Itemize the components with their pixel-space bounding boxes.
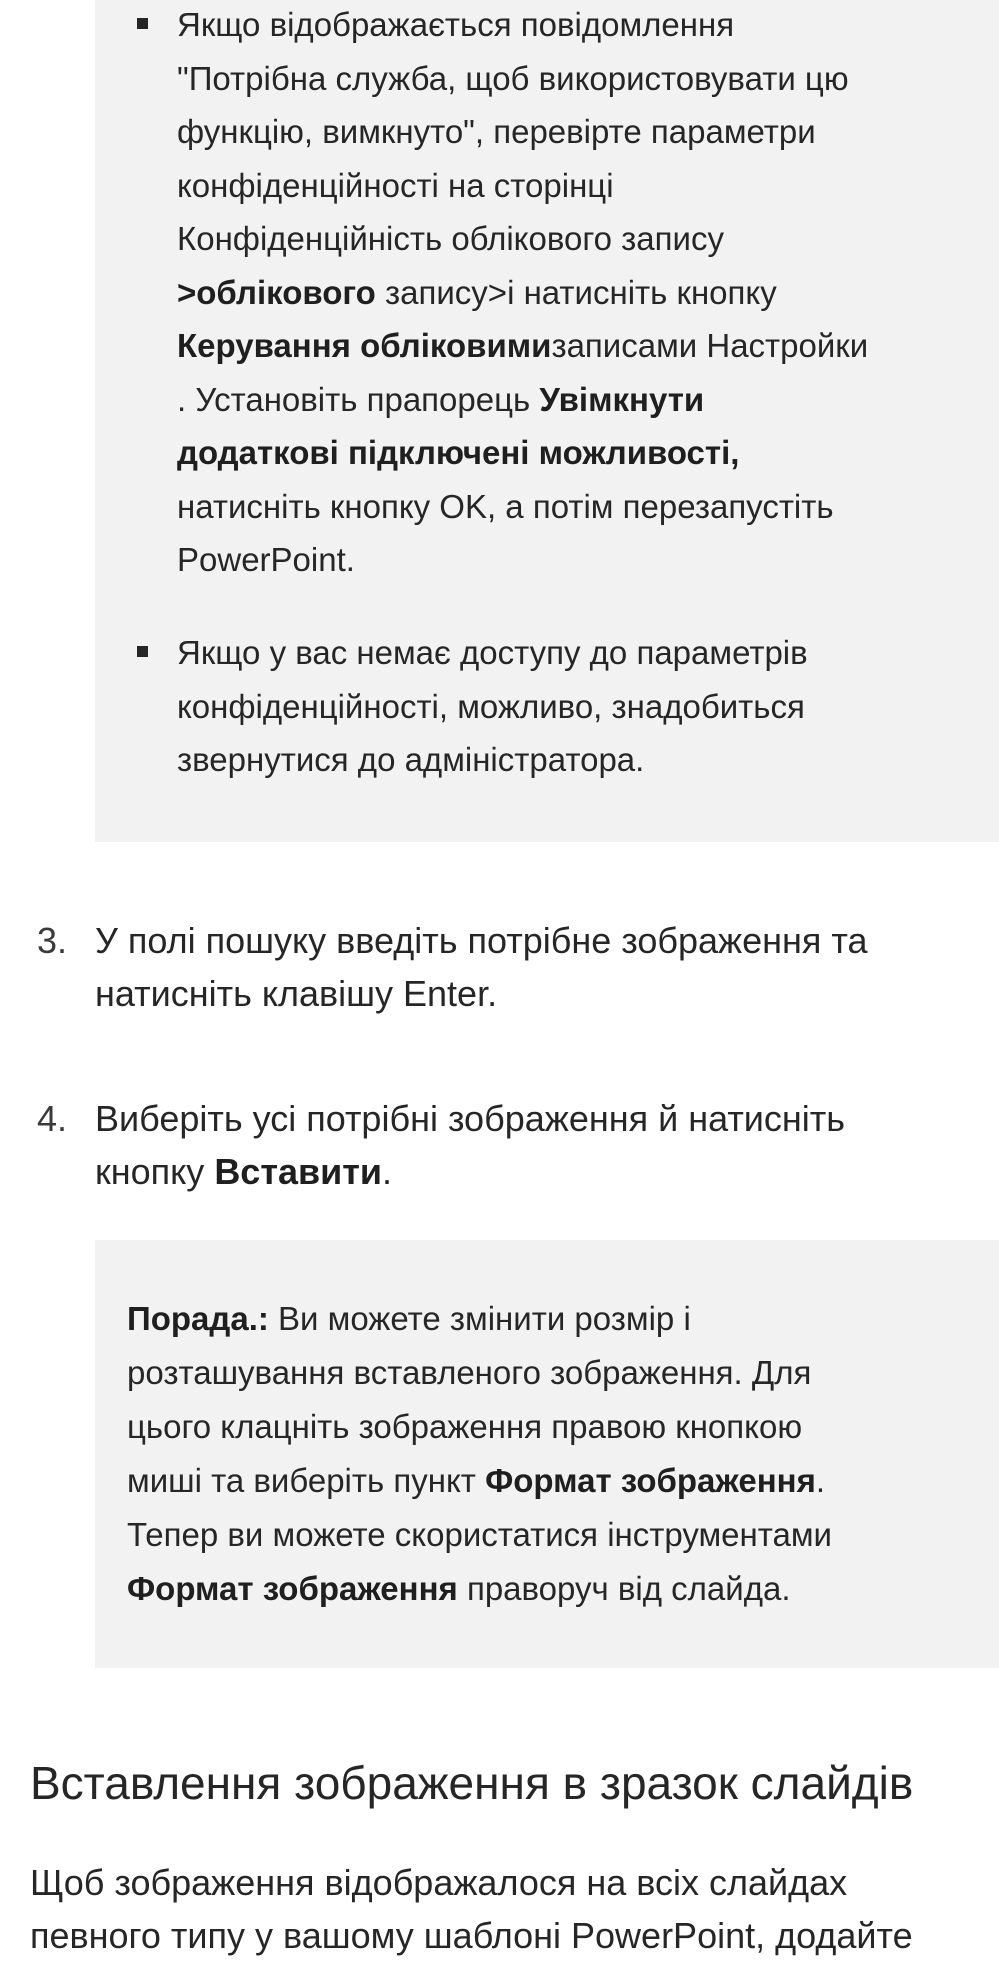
step-3 (37, 914, 975, 1020)
step-text-end: . (382, 1151, 393, 1192)
bold-text: додаткові підключені можливості, (177, 434, 740, 471)
bold-text: >облікового (177, 273, 376, 311)
bullet-text: натисніть кнопку OK, а потім перезапустіть (177, 487, 834, 525)
bullet-text: функцію, вимкнуто", перевірте параметри (177, 113, 816, 150)
bold-text: Увімкнути (539, 380, 705, 418)
bullet-text: конфіденційності, можливо, знадобиться (177, 687, 805, 725)
bullet-text: Конфіденційність облікового запису (177, 220, 724, 257)
step-text: У полі пошуку введіть потрібне зображення та (95, 920, 868, 961)
step-text-start: кнопку (95, 1151, 215, 1192)
tip-line: цього клацніть зображення правою кнопкою (127, 1408, 803, 1445)
note-box (95, 0, 999, 842)
tip-line: Тепер ви можете скористатися інструментами (127, 1516, 832, 1553)
tip-box (95, 1240, 999, 1668)
paragraph-line: Щоб зображення відображалося на всіх слайдах (30, 1862, 848, 1903)
tip-label: Порада.: (127, 1300, 269, 1337)
bullet-square-icon (137, 18, 148, 29)
bold-text: Вставити (214, 1151, 383, 1192)
step-number: 3. (37, 920, 68, 961)
tip-line (127, 1292, 977, 1346)
bullet-text-start: . Установіть прапорець (177, 380, 540, 418)
bullet-text: звернутися до адміністратора. (177, 741, 645, 778)
bullet-text: "Потрібна служба, щоб використовувати цю (177, 59, 849, 97)
section-paragraph (30, 1856, 990, 1962)
section-heading: Вставлення зображення в зразок слайдів (30, 1757, 914, 1809)
tip-line: розташування вставленого зображення. Для (127, 1354, 812, 1391)
bold-text: Формат зображення (127, 1570, 458, 1607)
bullet-text: Якщо відображається повідомлення (177, 6, 735, 43)
tip-text-rest: Ви можете змінити розмір і (268, 1300, 691, 1337)
bullet-square-icon (137, 646, 148, 657)
bullet-text: PowerPoint. (177, 541, 355, 578)
bullet-text (177, 426, 937, 480)
bullet-text (177, 373, 937, 427)
bullet-text-rest: записами Настройки (551, 327, 869, 364)
bullet-text (177, 319, 937, 373)
paragraph-line: певного типу у вашому шаблоні PowerPoint, додайте (30, 1915, 913, 1956)
tip-text (127, 1292, 977, 1616)
tip-text-start: миші та виберіть пункт (127, 1462, 486, 1499)
tip-text-rest: праворуч від слайда. (457, 1570, 791, 1607)
tip-line (127, 1454, 977, 1508)
step-text: натисніть клавішу Enter. (95, 973, 498, 1014)
bullet-text (177, 266, 937, 320)
bullet-item-privacy-access (177, 626, 937, 787)
tip-text-end: . (815, 1462, 826, 1499)
step-number: 4. (37, 1098, 68, 1139)
bullet-item-connected-service (177, 0, 937, 587)
step-4 (37, 1092, 975, 1198)
step-text: Виберіть усі потрібні зображення й натисніть (95, 1098, 846, 1139)
bullet-text: Якщо у вас немає доступу до параметрів (177, 634, 808, 671)
bullet-text: конфіденційності на сторінці (177, 166, 614, 204)
tip-line (127, 1562, 977, 1616)
bold-text: Керування обліковими (177, 327, 552, 364)
bullet-text-rest: запису>і натисніть кнопку (375, 273, 777, 311)
bold-text: Формат зображення (485, 1462, 816, 1499)
step-text (95, 1145, 975, 1198)
